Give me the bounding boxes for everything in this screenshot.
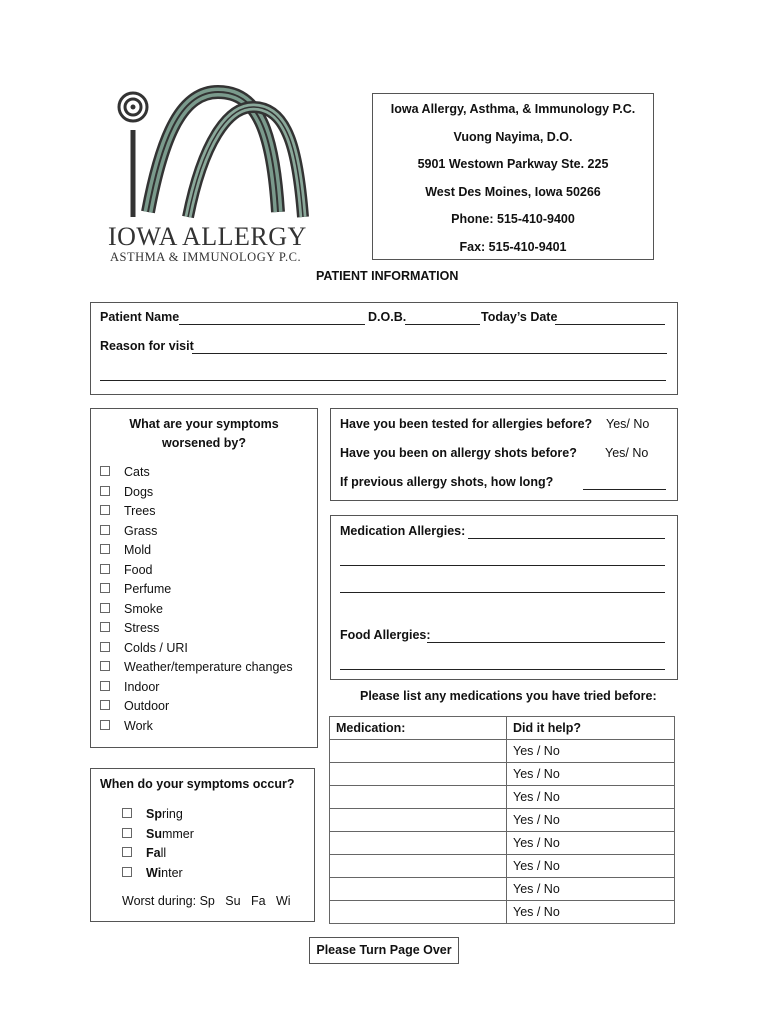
symptom-item[interactable]: Indoor: [100, 678, 293, 698]
symptom-item[interactable]: Mold: [100, 541, 293, 561]
help-cell[interactable]: Yes / No: [507, 832, 675, 855]
medication-cell[interactable]: [330, 740, 507, 763]
fax: Fax: 515-410-9401: [459, 239, 567, 254]
medication-cell[interactable]: [330, 878, 507, 901]
checkbox[interactable]: [122, 808, 132, 818]
checkbox[interactable]: [100, 661, 110, 671]
medication-cell[interactable]: [330, 855, 507, 878]
checkbox[interactable]: [100, 642, 110, 652]
symptom-item[interactable]: Outdoor: [100, 697, 293, 717]
symptom-item[interactable]: Weather/temperature changes: [100, 658, 293, 678]
practice-name: Iowa Allergy, Asthma, & Immunology P.C.: [390, 102, 636, 116]
symptom-item[interactable]: Stress: [100, 619, 293, 639]
season-item[interactable]: Summer: [122, 825, 194, 845]
logo-subtitle: ASTHMA & IMMUNOLOGY P.C.: [110, 250, 302, 264]
table-row: [330, 786, 675, 809]
symptom-item[interactable]: Food: [100, 561, 293, 581]
checkbox[interactable]: [100, 544, 110, 554]
table-row: [330, 763, 675, 786]
help-cell[interactable]: Yes / No: [507, 740, 675, 763]
reason-field-1[interactable]: [192, 353, 667, 354]
food-allergies-field-2[interactable]: [340, 669, 665, 670]
checkbox[interactable]: [100, 564, 110, 574]
table-row: [330, 855, 675, 878]
checkbox[interactable]: [100, 622, 110, 632]
symptoms-worsened-box: [90, 408, 318, 748]
medication-allergies-label: Medication Allergies:: [340, 524, 466, 538]
table-row: [330, 832, 675, 855]
checkbox[interactable]: [122, 867, 132, 877]
checkbox[interactable]: [100, 583, 110, 593]
season-item[interactable]: Winter: [122, 864, 194, 884]
allergy-tests-box: [330, 408, 678, 501]
col-help-header: Did it help?: [507, 717, 675, 740]
table-row: [330, 878, 675, 901]
worst-season[interactable]: Worst during: Sp Su Fa Wi: [122, 894, 291, 908]
checkbox[interactable]: [100, 525, 110, 535]
season-item[interactable]: Spring: [122, 805, 194, 825]
checkbox[interactable]: [122, 847, 132, 857]
help-cell[interactable]: Yes / No: [507, 786, 675, 809]
dob-label: D.O.B.: [368, 310, 407, 324]
symptoms-heading: [91, 415, 317, 453]
phone: Phone: 515-410-9400: [451, 212, 575, 226]
seasons-list: [122, 805, 194, 883]
symptom-item[interactable]: Trees: [100, 502, 293, 522]
help-cell[interactable]: Yes / No: [507, 809, 675, 832]
checkbox[interactable]: [122, 828, 132, 838]
patient-name-field[interactable]: [179, 324, 365, 325]
doctor-name: Vuong Nayima, D.O.: [453, 129, 573, 144]
seasons-heading: When do your symptoms occur?: [100, 777, 295, 791]
reason-field-2[interactable]: [100, 380, 666, 381]
medication-allergies-field-2[interactable]: [340, 565, 665, 566]
medication-cell[interactable]: [330, 763, 507, 786]
today-date-field[interactable]: [555, 324, 665, 325]
symptom-item[interactable]: Colds / URI: [100, 639, 293, 659]
how-long-field[interactable]: [583, 489, 666, 490]
checkbox[interactable]: [100, 700, 110, 710]
medication-allergies-field-1[interactable]: [468, 538, 665, 539]
help-cell[interactable]: Yes / No: [507, 901, 675, 924]
col-medication-header: Medication:: [330, 717, 507, 740]
tested-answer[interactable]: Yes/ No: [606, 417, 650, 431]
medications-heading: Please list any medications you have tried before:: [360, 689, 657, 703]
food-allergies-field-1[interactable]: [427, 642, 665, 643]
reason-label: Reason for visit: [100, 339, 194, 353]
table-header-row: [330, 717, 675, 740]
checkbox[interactable]: [100, 681, 110, 691]
symptoms-heading-line1: What are your symptoms: [129, 417, 279, 431]
allergies-box: [330, 515, 678, 680]
season-item[interactable]: Fall: [122, 844, 194, 864]
logo-name: IOWA ALLERGY: [108, 222, 307, 251]
help-cell[interactable]: Yes / No: [507, 878, 675, 901]
checkbox[interactable]: [100, 486, 110, 496]
symptom-item[interactable]: Work: [100, 717, 293, 737]
symptom-item[interactable]: Grass: [100, 522, 293, 542]
food-allergies-label: Food Allergies:: [340, 628, 431, 642]
patient-info-box: [90, 302, 678, 395]
dob-field[interactable]: [405, 324, 480, 325]
today-date-label: Today’s Date: [481, 310, 558, 324]
symptom-item[interactable]: Cats: [100, 463, 293, 483]
help-cell[interactable]: Yes / No: [507, 763, 675, 786]
symptom-item[interactable]: Smoke: [100, 600, 293, 620]
patient-name-label: Patient Name: [100, 310, 180, 324]
table-row: [330, 901, 675, 924]
turn-page-note: Please Turn Page Over: [309, 937, 459, 964]
checkbox[interactable]: [100, 505, 110, 515]
checkbox[interactable]: [100, 720, 110, 730]
symptoms-heading-line2: worsened by?: [161, 436, 247, 450]
practice-logo: [88, 72, 328, 272]
symptom-item[interactable]: Perfume: [100, 580, 293, 600]
symptom-item[interactable]: Dogs: [100, 483, 293, 503]
medication-cell[interactable]: [330, 786, 507, 809]
checkbox[interactable]: [100, 466, 110, 476]
tested-question: Have you been tested for allergies before?: [340, 417, 593, 431]
shots-answer[interactable]: Yes/ No: [605, 446, 649, 460]
practice-info-box: [372, 93, 654, 260]
medication-cell[interactable]: [330, 901, 507, 924]
seasons-box: [90, 768, 315, 922]
page-title: PATIENT INFORMATION: [316, 269, 459, 283]
symptoms-list: [100, 463, 293, 736]
checkbox[interactable]: [100, 603, 110, 613]
medication-cell[interactable]: [330, 809, 507, 832]
medication-cell[interactable]: [330, 832, 507, 855]
shots-question: Have you been on allergy shots before?: [340, 446, 577, 460]
address-line-1: 5901 Westown Parkway Ste. 225: [417, 157, 609, 171]
address-line-2: West Des Moines, Iowa 50266: [425, 184, 601, 199]
table-row: [330, 740, 675, 763]
table-row: [330, 809, 675, 832]
medication-allergies-field-3[interactable]: [340, 592, 665, 593]
how-long-question: If previous allergy shots, how long?: [340, 475, 554, 489]
help-cell[interactable]: Yes / No: [507, 855, 675, 878]
medications-table: [329, 716, 675, 924]
